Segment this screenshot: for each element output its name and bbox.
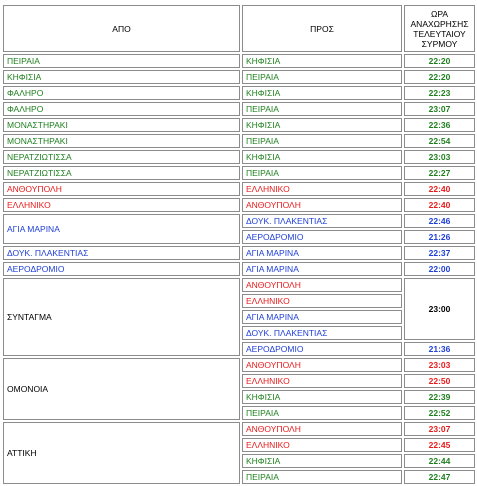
departure-time: 22:52 — [404, 406, 475, 420]
from-station: ΜΟΝΑΣΤΗΡΑΚΙ — [3, 118, 240, 132]
to-station: ΑΝΘΟΥΠΟΛΗ — [242, 198, 402, 212]
header-to: ΠΡΟΣ — [242, 5, 402, 52]
departure-time: 21:36 — [404, 342, 475, 356]
header-departure-time: ΩΡΑ ΑΝΑΧΩΡΗΣΗΣ ΤΕΛΕΥΤΑΙΟΥ ΣΥΡΜΟΥ — [404, 5, 475, 52]
to-station: ΚΗΦΙΣΙΑ — [242, 86, 402, 100]
from-station: ΜΟΝΑΣΤΗΡΑΚΙ — [3, 134, 240, 148]
from-station-group: ΣΥΝΤΑΓΜΑ — [3, 278, 240, 356]
table-row — [3, 198, 475, 212]
departure-time: 22:47 — [404, 470, 475, 484]
to-station: ΠΕΙΡΑΙΑ — [242, 470, 402, 484]
from-station: ΦΑΛΗΡΟ — [3, 86, 240, 100]
to-station: ΠΕΙΡΑΙΑ — [242, 134, 402, 148]
from-station: ΝΕΡΑΤΖΙΩΤΙΣΣΑ — [3, 166, 240, 180]
table-row — [3, 246, 475, 260]
from-station: ΔΟΥΚ. ΠΛΑΚΕΝΤΙΑΣ — [3, 246, 240, 260]
from-station: ΚΗΦΙΣΙΑ — [3, 70, 240, 84]
from-station-group: ΑΤΤΙΚΗ — [3, 422, 240, 484]
from-station: ΝΕΡΑΤΖΙΩΤΙΣΣΑ — [3, 150, 240, 164]
departure-time-shared: 23:00 — [404, 278, 475, 340]
to-station: ΠΕΙΡΑΙΑ — [242, 70, 402, 84]
to-station: ΔΟΥΚ. ΠΛΑΚΕΝΤΙΑΣ — [242, 326, 402, 340]
departure-time: 22:40 — [404, 198, 475, 212]
table-row — [3, 278, 475, 292]
departure-time: 23:03 — [404, 150, 475, 164]
departure-time: 22:50 — [404, 374, 475, 388]
table-row — [3, 262, 475, 276]
to-station: ΑΓΙΑ ΜΑΡΙΝΑ — [242, 310, 402, 324]
departure-time: 22:37 — [404, 246, 475, 260]
departure-time: 22:23 — [404, 86, 475, 100]
departure-time: 22:54 — [404, 134, 475, 148]
table-row — [3, 422, 475, 436]
header-from: ΑΠΟ — [3, 5, 240, 52]
to-station: ΑΝΘΟΥΠΟΛΗ — [242, 278, 402, 292]
departure-time: 22:00 — [404, 262, 475, 276]
table-header-row — [3, 5, 475, 52]
from-station: ΑΕΡΟΔΡΟΜΙΟ — [3, 262, 240, 276]
table-row — [3, 118, 475, 132]
to-station: ΠΕΙΡΑΙΑ — [242, 166, 402, 180]
departure-time: 22:20 — [404, 70, 475, 84]
from-station: ΦΑΛΗΡΟ — [3, 102, 240, 116]
table-row — [3, 358, 475, 372]
to-station: ΚΗΦΙΣΙΑ — [242, 150, 402, 164]
to-station: ΠΕΙΡΑΙΑ — [242, 102, 402, 116]
departure-time: 22:39 — [404, 390, 475, 404]
to-station: ΑΕΡΟΔΡΟΜΙΟ — [242, 230, 402, 244]
table-row — [3, 54, 475, 68]
departure-time: 22:40 — [404, 182, 475, 196]
to-station: ΕΛΛΗΝΙΚΟ — [242, 374, 402, 388]
to-station: ΔΟΥΚ. ΠΛΑΚΕΝΤΙΑΣ — [242, 214, 402, 228]
to-station: ΚΗΦΙΣΙΑ — [242, 118, 402, 132]
table-row — [3, 182, 475, 196]
departure-time: 22:27 — [404, 166, 475, 180]
last-train-schedule-table — [1, 3, 477, 486]
table-row — [3, 150, 475, 164]
table-row — [3, 70, 475, 84]
departure-time: 22:44 — [404, 454, 475, 468]
departure-time: 22:46 — [404, 214, 475, 228]
to-station: ΚΗΦΙΣΙΑ — [242, 54, 402, 68]
to-station: ΕΛΛΗΝΙΚΟ — [242, 294, 402, 308]
departure-time: 22:20 — [404, 54, 475, 68]
to-station: ΑΝΘΟΥΠΟΛΗ — [242, 422, 402, 436]
departure-time: 21:26 — [404, 230, 475, 244]
to-station: ΑΕΡΟΔΡΟΜΙΟ — [242, 342, 402, 356]
departure-time: 23:07 — [404, 102, 475, 116]
departure-time: 23:07 — [404, 422, 475, 436]
to-station: ΕΛΛΗΝΙΚΟ — [242, 438, 402, 452]
from-station-group: ΑΓΙΑ ΜΑΡΙΝΑ — [3, 214, 240, 244]
table-row — [3, 134, 475, 148]
to-station: ΕΛΛΗΝΙΚΟ — [242, 182, 402, 196]
from-station: ΑΝΘΟΥΠΟΛΗ — [3, 182, 240, 196]
departure-time: 22:45 — [404, 438, 475, 452]
table-row — [3, 214, 475, 228]
from-station: ΕΛΛΗΝΙΚΟ — [3, 198, 240, 212]
table-row — [3, 166, 475, 180]
schedule-body — [3, 54, 475, 484]
to-station: ΚΗΦΙΣΙΑ — [242, 454, 402, 468]
departure-time: 22:36 — [404, 118, 475, 132]
departure-time: 23:03 — [404, 358, 475, 372]
to-station: ΠΕΙΡΑΙΑ — [242, 406, 402, 420]
table-row — [3, 86, 475, 100]
from-station: ΠΕΙΡΑΙΑ — [3, 54, 240, 68]
to-station: ΚΗΦΙΣΙΑ — [242, 390, 402, 404]
from-station-group: ΟΜΟΝΟΙΑ — [3, 358, 240, 420]
to-station: ΑΓΙΑ ΜΑΡΙΝΑ — [242, 262, 402, 276]
to-station: ΑΓΙΑ ΜΑΡΙΝΑ — [242, 246, 402, 260]
to-station: ΑΝΘΟΥΠΟΛΗ — [242, 358, 402, 372]
table-row — [3, 102, 475, 116]
